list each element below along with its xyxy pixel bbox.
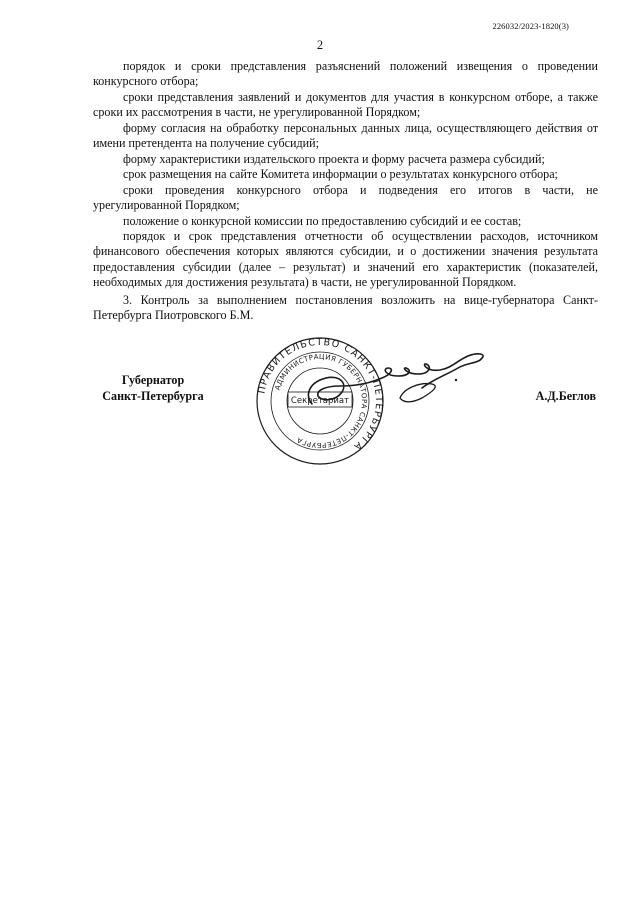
- signatory-name: А.Д.Беглов: [535, 389, 596, 403]
- paragraph-application-deadlines: сроки представления заявлений и документов для участия в конкурсном отборе, а также сроки их рассмотрения в части, не урегулированной Порядком;: [93, 89, 598, 120]
- paragraph-selection-timing: сроки проведения конкурсного отбора и подведения его итогов в части, не урегулированной Порядком;: [93, 182, 598, 213]
- paragraph-project-form: форму характеристики издательского проекта и форму расчета размера субсидий;: [123, 151, 545, 166]
- seal-inner-text: АДМИНИСТРАЦИЯ ГУБЕРНАТОРА САНКТ-ПЕТЕРБУРГА: [273, 352, 369, 450]
- signatory-title-line2: Санкт-Петербурга: [102, 388, 204, 403]
- page-number: 2: [316, 38, 324, 52]
- paragraph-control: 3. Контроль за выполнением постановления возложить на вице-губернатора Санкт-Петербурга Пиотровского Б.М.: [93, 292, 598, 323]
- paragraph-results-publication: срок размещения на сайте Комитета информации о результатах конкурсного отбора;: [123, 167, 558, 182]
- signatory-title: [93, 373, 213, 404]
- paragraph-clarifications: порядок и сроки представления разъяснений положений извещения о проведении конкурсного отбора;: [93, 59, 598, 89]
- paragraph-commission: положение о конкурсной комиссии по предоставлению субсидий и ее состав;: [123, 213, 522, 228]
- paragraph-reporting: порядок и срок представления отчетности об осуществлении расходов, источником финансового обеспечения которых являются субсидии, и о достижении значения результата предоставления субсидии (далее – результат) и значений его характеристик (показателей, необходимых для достижения результата) в части, не урегулированной Порядком.: [93, 228, 598, 290]
- document-id: 226032/2023-1820(3): [492, 21, 569, 31]
- signatory-title-line1: Губернатор: [121, 373, 185, 387]
- seal-outer-text: ПРАВИТЕЛЬСТВО САНКТ-ПЕТЕРБУРГА: [256, 336, 385, 453]
- handwritten-signature: [282, 346, 497, 416]
- document-body: [93, 59, 598, 324]
- seal-center-text: Секретариат: [290, 396, 350, 406]
- paragraph-consent-form: форму согласия на обработку персональных данных лица, осуществляющего действия от имени претендента на получение субсидий;: [93, 120, 598, 151]
